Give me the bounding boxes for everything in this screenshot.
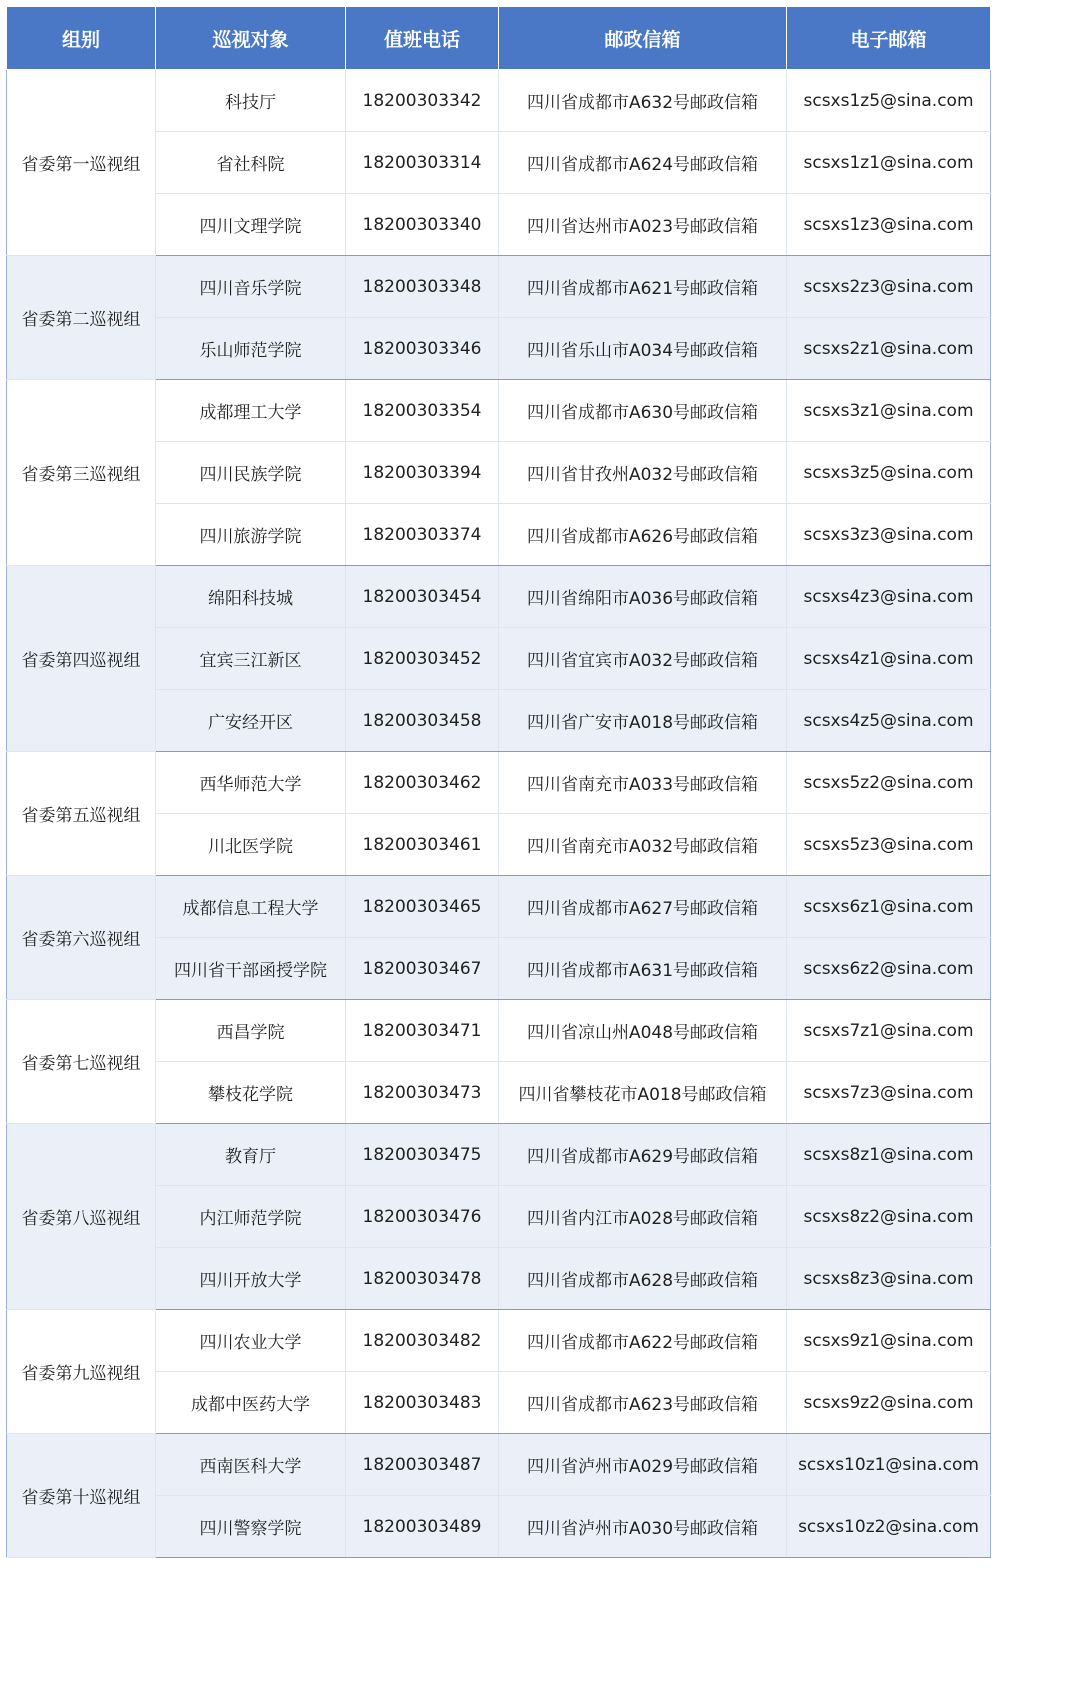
target-cell: 四川警察学院	[156, 1496, 346, 1558]
table-row	[7, 752, 991, 814]
header-target: 巡视对象	[156, 7, 346, 70]
postbox-cell: 四川省成都市A626号邮政信箱	[499, 504, 787, 566]
target-cell: 四川农业大学	[156, 1310, 346, 1372]
phone-cell: 18200303475	[346, 1124, 499, 1186]
table-body	[7, 70, 991, 1558]
postbox-cell: 四川省泸州市A030号邮政信箱	[499, 1496, 787, 1558]
email-cell: scsxs8z2@sina.com	[787, 1186, 991, 1248]
phone-cell: 18200303471	[346, 1000, 499, 1062]
target-cell: 乐山师范学院	[156, 318, 346, 380]
target-cell: 四川文理学院	[156, 194, 346, 256]
table-row	[7, 70, 991, 132]
phone-cell: 18200303354	[346, 380, 499, 442]
table-row	[7, 256, 991, 318]
postbox-cell: 四川省成都市A621号邮政信箱	[499, 256, 787, 318]
target-cell: 西南医科大学	[156, 1434, 346, 1496]
email-cell: scsxs9z2@sina.com	[787, 1372, 991, 1434]
target-cell: 教育厅	[156, 1124, 346, 1186]
header-group: 组别	[7, 7, 156, 70]
target-cell: 川北医学院	[156, 814, 346, 876]
postbox-cell: 四川省南充市A033号邮政信箱	[499, 752, 787, 814]
phone-cell: 18200303489	[346, 1496, 499, 1558]
target-cell: 四川民族学院	[156, 442, 346, 504]
target-cell: 四川开放大学	[156, 1248, 346, 1310]
phone-cell: 18200303314	[346, 132, 499, 194]
postbox-cell: 四川省广安市A018号邮政信箱	[499, 690, 787, 752]
postbox-cell: 四川省成都市A631号邮政信箱	[499, 938, 787, 1000]
target-cell: 四川省干部函授学院	[156, 938, 346, 1000]
email-cell: scsxs2z1@sina.com	[787, 318, 991, 380]
email-cell: scsxs2z3@sina.com	[787, 256, 991, 318]
group-name-cell: 省委第四巡视组	[7, 566, 156, 752]
postbox-cell: 四川省绵阳市A036号邮政信箱	[499, 566, 787, 628]
table-row	[7, 1124, 991, 1186]
email-cell: scsxs1z5@sina.com	[787, 70, 991, 132]
target-cell: 四川音乐学院	[156, 256, 346, 318]
header-phone: 值班电话	[346, 7, 499, 70]
postbox-cell: 四川省攀枝花市A018号邮政信箱	[499, 1062, 787, 1124]
email-cell: scsxs4z3@sina.com	[787, 566, 991, 628]
phone-cell: 18200303452	[346, 628, 499, 690]
phone-cell: 18200303342	[346, 70, 499, 132]
header-postbox: 邮政信箱	[499, 7, 787, 70]
target-cell: 广安经开区	[156, 690, 346, 752]
target-cell: 西华师范大学	[156, 752, 346, 814]
phone-cell: 18200303461	[346, 814, 499, 876]
table-row	[7, 1310, 991, 1372]
postbox-cell: 四川省成都市A629号邮政信箱	[499, 1124, 787, 1186]
phone-cell: 18200303394	[346, 442, 499, 504]
email-cell: scsxs4z5@sina.com	[787, 690, 991, 752]
email-cell: scsxs7z1@sina.com	[787, 1000, 991, 1062]
phone-cell: 18200303478	[346, 1248, 499, 1310]
target-cell: 成都信息工程大学	[156, 876, 346, 938]
phone-cell: 18200303476	[346, 1186, 499, 1248]
group-name-cell: 省委第五巡视组	[7, 752, 156, 876]
postbox-cell: 四川省甘孜州A032号邮政信箱	[499, 442, 787, 504]
postbox-cell: 四川省乐山市A034号邮政信箱	[499, 318, 787, 380]
phone-cell: 18200303487	[346, 1434, 499, 1496]
table-row	[7, 1000, 991, 1062]
table-row	[7, 566, 991, 628]
postbox-cell: 四川省达州市A023号邮政信箱	[499, 194, 787, 256]
email-cell: scsxs10z2@sina.com	[787, 1496, 991, 1558]
table-row	[7, 1434, 991, 1496]
postbox-cell: 四川省成都市A623号邮政信箱	[499, 1372, 787, 1434]
phone-cell: 18200303340	[346, 194, 499, 256]
group-name-cell: 省委第七巡视组	[7, 1000, 156, 1124]
postbox-cell: 四川省泸州市A029号邮政信箱	[499, 1434, 787, 1496]
email-cell: scsxs1z1@sina.com	[787, 132, 991, 194]
table-row	[7, 876, 991, 938]
email-cell: scsxs4z1@sina.com	[787, 628, 991, 690]
postbox-cell: 四川省宜宾市A032号邮政信箱	[499, 628, 787, 690]
phone-cell: 18200303482	[346, 1310, 499, 1372]
postbox-cell: 四川省成都市A622号邮政信箱	[499, 1310, 787, 1372]
email-cell: scsxs6z1@sina.com	[787, 876, 991, 938]
group-name-cell: 省委第九巡视组	[7, 1310, 156, 1434]
target-cell: 宜宾三江新区	[156, 628, 346, 690]
target-cell: 内江师范学院	[156, 1186, 346, 1248]
email-cell: scsxs9z1@sina.com	[787, 1310, 991, 1372]
email-cell: scsxs6z2@sina.com	[787, 938, 991, 1000]
postbox-cell: 四川省成都市A632号邮政信箱	[499, 70, 787, 132]
email-cell: scsxs1z3@sina.com	[787, 194, 991, 256]
target-cell: 省社科院	[156, 132, 346, 194]
phone-cell: 18200303458	[346, 690, 499, 752]
email-cell: scsxs5z3@sina.com	[787, 814, 991, 876]
phone-cell: 18200303346	[346, 318, 499, 380]
group-name-cell: 省委第六巡视组	[7, 876, 156, 1000]
group-name-cell: 省委第三巡视组	[7, 380, 156, 566]
phone-cell: 18200303483	[346, 1372, 499, 1434]
group-name-cell: 省委第十巡视组	[7, 1434, 156, 1558]
inspection-contact-table	[6, 6, 991, 1558]
group-name-cell: 省委第一巡视组	[7, 70, 156, 256]
postbox-cell: 四川省南充市A032号邮政信箱	[499, 814, 787, 876]
phone-cell: 18200303467	[346, 938, 499, 1000]
email-cell: scsxs10z1@sina.com	[787, 1434, 991, 1496]
postbox-cell: 四川省成都市A624号邮政信箱	[499, 132, 787, 194]
postbox-cell: 四川省内江市A028号邮政信箱	[499, 1186, 787, 1248]
target-cell: 科技厅	[156, 70, 346, 132]
header-email: 电子邮箱	[787, 7, 991, 70]
group-name-cell: 省委第八巡视组	[7, 1124, 156, 1310]
inspection-contact-table-wrapper	[6, 6, 990, 1558]
group-name-cell: 省委第二巡视组	[7, 256, 156, 380]
phone-cell: 18200303454	[346, 566, 499, 628]
target-cell: 四川旅游学院	[156, 504, 346, 566]
phone-cell: 18200303473	[346, 1062, 499, 1124]
target-cell: 成都中医药大学	[156, 1372, 346, 1434]
email-cell: scsxs3z5@sina.com	[787, 442, 991, 504]
table-header-row	[7, 7, 991, 70]
postbox-cell: 四川省凉山州A048号邮政信箱	[499, 1000, 787, 1062]
postbox-cell: 四川省成都市A628号邮政信箱	[499, 1248, 787, 1310]
phone-cell: 18200303374	[346, 504, 499, 566]
phone-cell: 18200303348	[346, 256, 499, 318]
target-cell: 西昌学院	[156, 1000, 346, 1062]
email-cell: scsxs3z1@sina.com	[787, 380, 991, 442]
table-row	[7, 380, 991, 442]
phone-cell: 18200303462	[346, 752, 499, 814]
target-cell: 攀枝花学院	[156, 1062, 346, 1124]
target-cell: 绵阳科技城	[156, 566, 346, 628]
email-cell: scsxs5z2@sina.com	[787, 752, 991, 814]
target-cell: 成都理工大学	[156, 380, 346, 442]
phone-cell: 18200303465	[346, 876, 499, 938]
postbox-cell: 四川省成都市A627号邮政信箱	[499, 876, 787, 938]
email-cell: scsxs8z1@sina.com	[787, 1124, 991, 1186]
postbox-cell: 四川省成都市A630号邮政信箱	[499, 380, 787, 442]
email-cell: scsxs8z3@sina.com	[787, 1248, 991, 1310]
email-cell: scsxs3z3@sina.com	[787, 504, 991, 566]
email-cell: scsxs7z3@sina.com	[787, 1062, 991, 1124]
